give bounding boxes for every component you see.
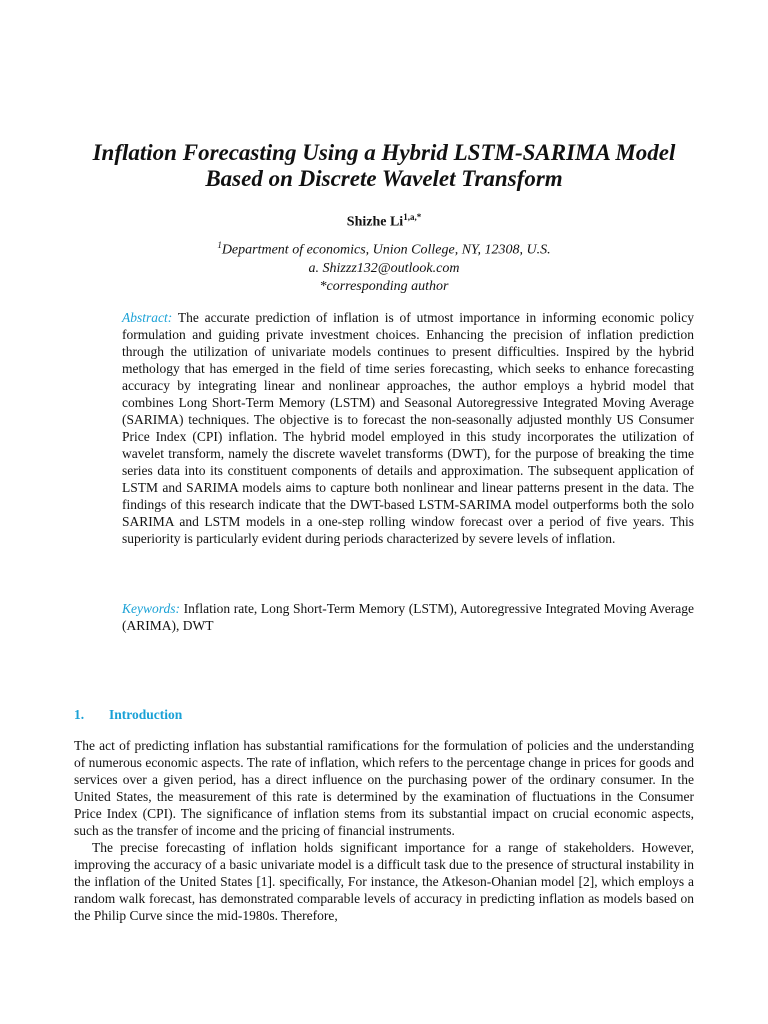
title-line-2: Based on Discrete Wavelet Transform [205,166,563,191]
affiliation [40,236,728,260]
affiliation-text: Department of economics, Union College, NY, 12308, U.S. [221,242,551,258]
section-number: 1. [74,707,85,722]
section-heading [74,707,182,723]
abstract-text: The accurate prediction of inflation is of utmost importance in informing economic policy formulation and guiding private investment choices. Enhancing the precision of inflation prediction through the utilization of univariate models continues to present difficulties. Inspired by the hybrid methology that has emerged in the field of time series forecasting, which seeks to enhance forecasting accuracy by integrating linear and nonlinear approaches, the author employs a hybrid model that combines Long Short-Term Memory (LSTM) and Seasonal Autoregressive Integrated Moving Average (SARIMA) techniques. The objective is to forecast the non-seasonally adjusted monthly US Consumer Price Index (CPI) inflation. The hybrid model employed in this study incorporates the utilization of wavelet transform, namely the discrete wavelet transforms (DWT), for the purpose of breaking the time series data into its constituent components of details and approximation. The subsequent application of LSTM and SARIMA models aims to capture both nonlinear and linear patterns present in the data. The findings of this research indicate that the DWT-based LSTM-SARIMA model outperforms both the solo SARIMA and LSTM models in a one-step rolling window forecast over a period of five years. This superiority is particularly evident during periods characterized by severe levels of inflation. [122,310,694,546]
body-text [74,737,694,924]
author [40,212,728,231]
paragraph-2: The precise forecasting of inflation holds significant importance for a range of stakeholders. However, improving the accuracy of a basic univariate model is a difficult task due to the presence of structural instability in the inflation of the United States [1]. specifically, For instance, the Atkeson-Ohanian model [2], which employs a random walk forecast, has demonstrated comparable levels of accuracy in predicting inflation as models based on the Philip Curve since the mid-1980s. Therefore, [74,840,694,923]
keywords-label: Keywords: [122,601,180,616]
corresponding-note: *corresponding author [319,278,449,294]
paragraph-1: The act of predicting inflation has substantial ramifications for the formulation of policies and the understanding of numerous economic aspects. The rate of inflation, which refers to the percentage change in prices for goods and services over a given period, has a direct influence on the purchasing power of the ordinary consumer. In the United States, the measurement of this rate is determined by the examination of fluctuations in the Consumer Price Index (CPI). The significance of inflation stems from its substantial impact on crucial economic aspects, such as the transfer of income and the pricing of financial instruments. [74,738,694,838]
abstract-label: Abstract: [122,310,173,325]
author-superscript: 1,a,* [403,212,422,222]
author-email: a. Shizzz132@outlook.com [308,260,460,276]
affiliation-block [40,236,728,296]
title-line-1: Inflation Forecasting Using a Hybrid LSTM-SARIMA Model [92,140,676,165]
section-title: Introduction [109,707,183,722]
abstract [122,309,694,547]
keywords [122,600,694,634]
keywords-text: Inflation rate, Long Short-Term Memory (LSTM), Autoregressive Integrated Moving Average (ARIMA), DWT [122,601,694,633]
paper-title [40,140,728,192]
affiliation-superscript: 1 [217,240,222,250]
author-name: Shizhe Li [346,214,404,230]
